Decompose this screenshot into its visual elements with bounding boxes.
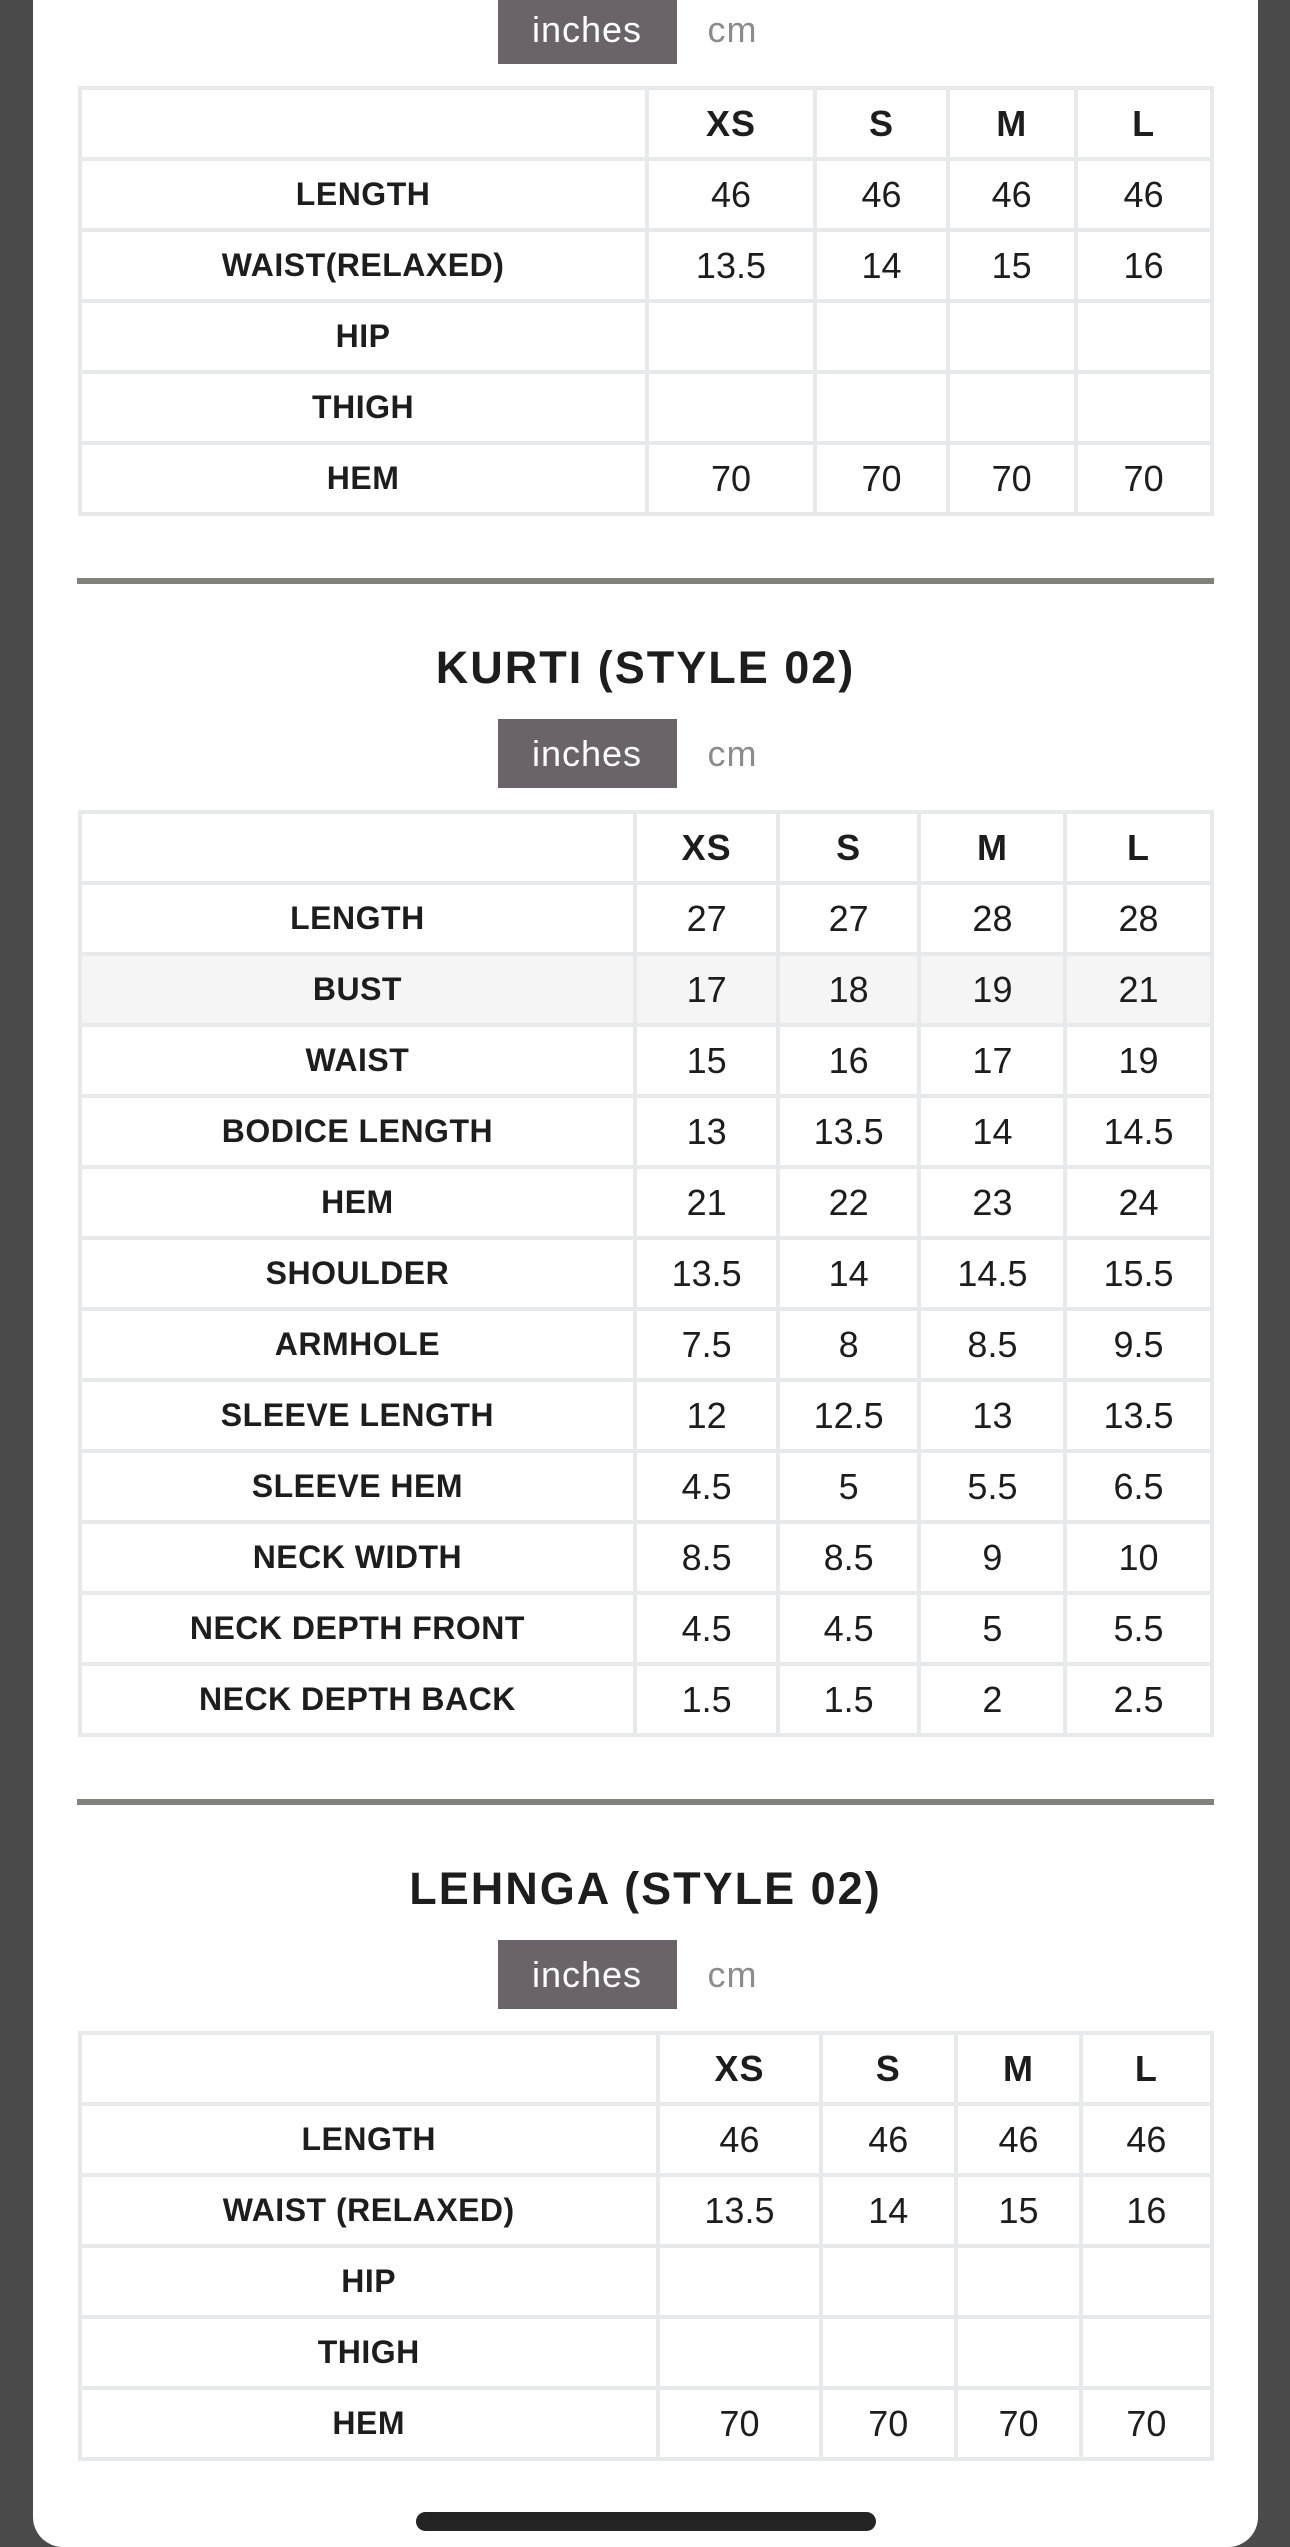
measurement-value-cell	[815, 372, 947, 443]
measurement-value-cell: 13.5	[635, 1238, 778, 1309]
measurement-value-cell: 70	[948, 443, 1076, 514]
size-table-header-row	[80, 2033, 1212, 2104]
measurement-value-cell: 16	[1076, 230, 1212, 301]
measurement-value-cell	[956, 2246, 1082, 2317]
measurement-value-cell: 46	[1076, 159, 1212, 230]
measurement-value-cell: 15	[956, 2175, 1082, 2246]
measurement-value-cell: 46	[821, 2104, 956, 2175]
measurement-value-cell: 28	[919, 883, 1065, 954]
size-table-corner-cell	[80, 2033, 658, 2104]
measurement-value-cell: 28	[1065, 883, 1211, 954]
measurement-value-cell	[821, 2317, 956, 2388]
measurement-value-cell: 46	[658, 2104, 821, 2175]
measurement-value-cell: 14	[821, 2175, 956, 2246]
size-column-header: S	[815, 88, 947, 159]
size-table-corner-cell	[80, 88, 647, 159]
measurement-value-cell: 15	[635, 1025, 778, 1096]
measurement-label-cell: NECK WIDTH	[80, 1522, 636, 1593]
size-column-header: L	[1081, 2033, 1211, 2104]
home-indicator-bar[interactable]	[416, 2512, 876, 2531]
unit-toggle	[498, 0, 758, 64]
measurement-label-cell: WAIST (RELAXED)	[80, 2175, 658, 2246]
measurement-label-cell: HEM	[80, 443, 647, 514]
measurement-value-cell: 12.5	[778, 1380, 920, 1451]
measurement-label-cell: LENGTH	[80, 159, 647, 230]
measurement-value-cell	[948, 372, 1076, 443]
size-column-header: L	[1076, 88, 1212, 159]
section-divider	[77, 578, 1214, 584]
size-column-header: XS	[647, 88, 816, 159]
measurement-value-cell: 16	[778, 1025, 920, 1096]
measurement-value-cell: 14	[919, 1096, 1065, 1167]
size-column-header: XS	[658, 2033, 821, 2104]
measurement-label-cell: BODICE LENGTH	[80, 1096, 636, 1167]
measurement-label-cell: LENGTH	[80, 2104, 658, 2175]
section-divider	[77, 1799, 1214, 1805]
measurement-row	[80, 159, 1212, 230]
measurement-row	[80, 883, 1212, 954]
measurement-value-cell: 13.5	[647, 230, 816, 301]
measurement-value-cell: 9	[919, 1522, 1065, 1593]
unit-toggle-inches-button[interactable]: inches	[498, 0, 677, 64]
measurement-value-cell: 17	[919, 1025, 1065, 1096]
measurement-value-cell: 70	[815, 443, 947, 514]
measurement-label-cell: NECK DEPTH BACK	[80, 1664, 636, 1735]
section-title: KURTI (STYLE 02)	[435, 642, 856, 693]
measurement-row	[80, 2317, 1212, 2388]
measurement-value-cell: 13.5	[1065, 1380, 1211, 1451]
measurement-value-cell: 14.5	[1065, 1096, 1211, 1167]
measurement-value-cell: 14.5	[919, 1238, 1065, 1309]
unit-toggle-cm-button[interactable]: cm	[707, 1953, 758, 1995]
measurement-value-cell: 46	[815, 159, 947, 230]
size-chart-sheet	[33, 0, 1258, 2547]
size-column-header: M	[956, 2033, 1082, 2104]
measurement-value-cell: 46	[647, 159, 816, 230]
measurement-value-cell: 7.5	[635, 1309, 778, 1380]
measurement-value-cell: 4.5	[635, 1451, 778, 1522]
measurement-value-cell: 6.5	[1065, 1451, 1211, 1522]
measurement-label-cell: THIGH	[80, 2317, 658, 2388]
measurement-value-cell	[948, 301, 1076, 372]
measurement-label-cell: LENGTH	[80, 883, 636, 954]
measurement-value-cell: 70	[821, 2388, 956, 2459]
measurement-label-cell: ARMHOLE	[80, 1309, 636, 1380]
measurement-value-cell: 19	[919, 954, 1065, 1025]
measurement-value-cell	[658, 2246, 821, 2317]
measurement-row	[80, 372, 1212, 443]
measurement-row	[80, 230, 1212, 301]
measurement-value-cell: 70	[647, 443, 816, 514]
measurement-value-cell: 2	[919, 1664, 1065, 1735]
measurement-value-cell: 27	[635, 883, 778, 954]
measurement-value-cell: 8.5	[635, 1522, 778, 1593]
measurement-value-cell: 70	[1081, 2388, 1211, 2459]
size-column-header: XS	[635, 812, 778, 883]
measurement-value-cell: 13	[635, 1096, 778, 1167]
measurement-value-cell: 19	[1065, 1025, 1211, 1096]
measurement-row	[80, 1593, 1212, 1664]
measurement-row	[80, 1167, 1212, 1238]
measurement-row	[80, 301, 1212, 372]
unit-toggle	[498, 1940, 758, 2009]
measurement-row	[80, 2388, 1212, 2459]
measurement-value-cell	[1076, 372, 1212, 443]
size-column-header: M	[919, 812, 1065, 883]
measurement-value-cell: 16	[1081, 2175, 1211, 2246]
measurement-row	[80, 1380, 1212, 1451]
measurement-value-cell	[821, 2246, 956, 2317]
measurement-value-cell: 46	[1081, 2104, 1211, 2175]
measurement-value-cell	[1081, 2246, 1211, 2317]
measurement-value-cell	[658, 2317, 821, 2388]
size-chart-content	[33, 0, 1258, 2461]
measurement-row	[80, 954, 1212, 1025]
measurement-value-cell: 1.5	[635, 1664, 778, 1735]
measurement-label-cell: THIGH	[80, 372, 647, 443]
measurement-value-cell: 10	[1065, 1522, 1211, 1593]
measurement-row	[80, 1451, 1212, 1522]
unit-toggle-cm-button[interactable]: cm	[707, 8, 758, 50]
measurement-value-cell: 21	[635, 1167, 778, 1238]
measurement-value-cell: 13.5	[778, 1096, 920, 1167]
measurement-value-cell: 13.5	[658, 2175, 821, 2246]
measurement-row	[80, 443, 1212, 514]
measurement-label-cell: WAIST	[80, 1025, 636, 1096]
measurement-value-cell: 5.5	[1065, 1593, 1211, 1664]
measurement-label-cell: HIP	[80, 301, 647, 372]
measurement-value-cell: 14	[815, 230, 947, 301]
measurement-value-cell: 46	[948, 159, 1076, 230]
measurement-label-cell: HEM	[80, 2388, 658, 2459]
measurement-value-cell: 27	[778, 883, 920, 954]
measurement-value-cell: 15	[948, 230, 1076, 301]
size-column-header: S	[778, 812, 920, 883]
unit-toggle-cm-button[interactable]: cm	[707, 732, 758, 774]
measurement-row	[80, 1309, 1212, 1380]
size-table-header-row	[80, 812, 1212, 883]
size-table-corner-cell	[80, 812, 636, 883]
measurement-value-cell	[647, 301, 816, 372]
measurement-value-cell: 1.5	[778, 1664, 920, 1735]
size-table	[78, 2031, 1214, 2461]
unit-toggle-inches-button[interactable]: inches	[498, 719, 677, 788]
measurement-label-cell: HIP	[80, 2246, 658, 2317]
size-table	[78, 86, 1214, 516]
measurement-value-cell: 9.5	[1065, 1309, 1211, 1380]
measurement-value-cell: 12	[635, 1380, 778, 1451]
measurement-row	[80, 1664, 1212, 1735]
measurement-value-cell	[647, 372, 816, 443]
measurement-value-cell: 18	[778, 954, 920, 1025]
measurement-value-cell: 8	[778, 1309, 920, 1380]
measurement-value-cell: 21	[1065, 954, 1211, 1025]
measurement-value-cell: 13	[919, 1380, 1065, 1451]
measurement-value-cell: 14	[778, 1238, 920, 1309]
measurement-row	[80, 2104, 1212, 2175]
measurement-label-cell: SLEEVE HEM	[80, 1451, 636, 1522]
size-column-header: S	[821, 2033, 956, 2104]
measurement-row	[80, 2175, 1212, 2246]
measurement-value-cell: 5	[778, 1451, 920, 1522]
size-table-header-row	[80, 88, 1212, 159]
measurement-label-cell: SHOULDER	[80, 1238, 636, 1309]
measurement-value-cell: 15.5	[1065, 1238, 1211, 1309]
measurement-value-cell: 4.5	[778, 1593, 920, 1664]
measurement-value-cell: 5.5	[919, 1451, 1065, 1522]
measurement-value-cell: 2.5	[1065, 1664, 1211, 1735]
unit-toggle	[498, 719, 758, 788]
unit-toggle-inches-button[interactable]: inches	[498, 1940, 677, 2009]
measurement-value-cell: 8.5	[919, 1309, 1065, 1380]
measurement-row	[80, 1096, 1212, 1167]
measurement-value-cell: 23	[919, 1167, 1065, 1238]
measurement-label-cell: WAIST(RELAXED)	[80, 230, 647, 301]
measurement-row	[80, 1238, 1212, 1309]
measurement-value-cell: 70	[1076, 443, 1212, 514]
measurement-row	[80, 1522, 1212, 1593]
size-column-header: L	[1065, 812, 1211, 883]
size-column-header: M	[948, 88, 1076, 159]
measurement-value-cell: 24	[1065, 1167, 1211, 1238]
measurement-value-cell: 70	[658, 2388, 821, 2459]
section-title: LEHNGA (STYLE 02)	[409, 1863, 882, 1914]
measurement-label-cell: HEM	[80, 1167, 636, 1238]
measurement-value-cell	[1076, 301, 1212, 372]
measurement-value-cell: 22	[778, 1167, 920, 1238]
measurement-label-cell: BUST	[80, 954, 636, 1025]
measurement-row	[80, 1025, 1212, 1096]
measurement-label-cell: SLEEVE LENGTH	[80, 1380, 636, 1451]
measurement-label-cell: NECK DEPTH FRONT	[80, 1593, 636, 1664]
measurement-value-cell: 8.5	[778, 1522, 920, 1593]
measurement-value-cell: 70	[956, 2388, 1082, 2459]
measurement-value-cell	[815, 301, 947, 372]
measurement-value-cell: 4.5	[635, 1593, 778, 1664]
measurement-value-cell	[956, 2317, 1082, 2388]
measurement-value-cell: 17	[635, 954, 778, 1025]
size-table	[78, 810, 1214, 1737]
measurement-value-cell: 5	[919, 1593, 1065, 1664]
measurement-value-cell: 46	[956, 2104, 1082, 2175]
measurement-row	[80, 2246, 1212, 2317]
measurement-value-cell	[1081, 2317, 1211, 2388]
